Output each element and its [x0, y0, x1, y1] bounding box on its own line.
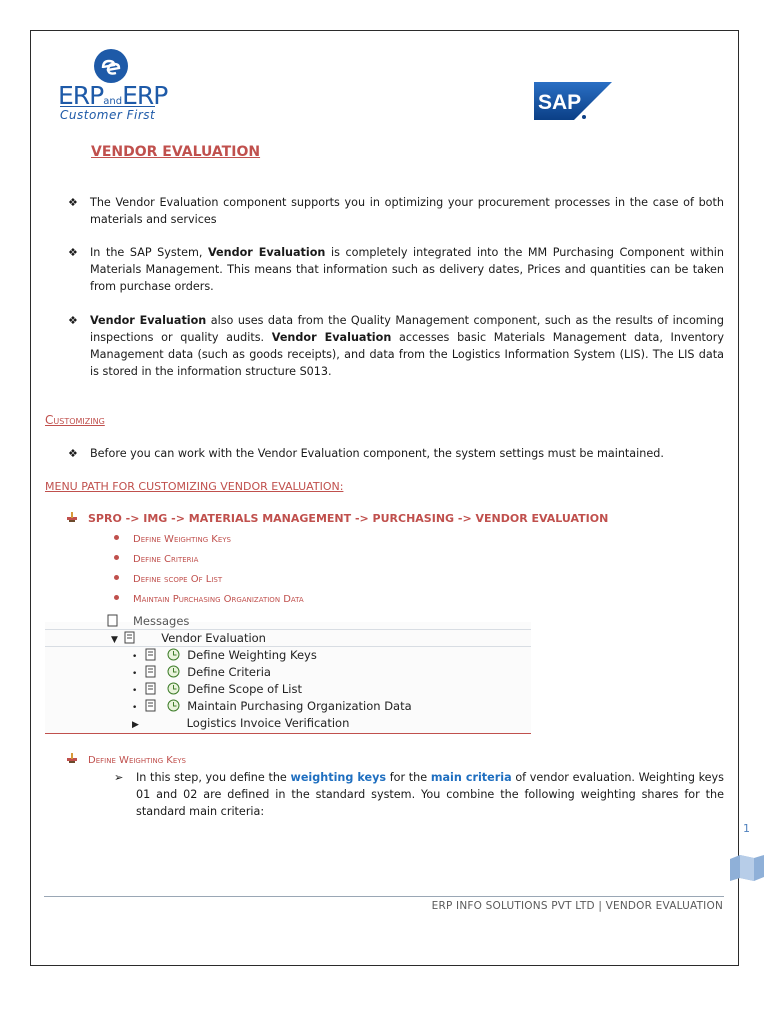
pushpin-bullet-icon: [66, 511, 78, 523]
img-tree-screenshot: [45, 614, 531, 734]
execute-clock-icon[interactable]: [167, 665, 180, 678]
document-icon: [145, 699, 157, 712]
document-icon: [145, 682, 157, 695]
step-text: In this step, you define the weighting keys for the main criteria of vendor evaluation. Weighting keys 01 and 02 are defined in the standard system. You combine the following weighting shares for the standard main criteria:: [136, 771, 724, 818]
sap-logo: [534, 82, 612, 120]
list-item: Define scope Of List: [114, 570, 304, 590]
tree-node-maintain-purchasing-org-data[interactable]: • Maintain Purchasing Organization Data: [132, 699, 412, 713]
logo-tagline: Customer First: [60, 108, 156, 122]
arrow-bullet-icon: ➢: [114, 771, 124, 784]
list-item: Define Weighting Keys: [114, 530, 304, 550]
bullet-item: [68, 194, 724, 228]
page-border: [30, 30, 739, 966]
document-icon: [145, 665, 157, 678]
list-item: Maintain Purchasing Organization Data: [114, 590, 304, 610]
bullet-item: [68, 445, 724, 462]
execute-clock-icon[interactable]: [167, 648, 180, 661]
tree-node-logistics-invoice-verification[interactable]: ▶ Logistics Invoice Verification: [132, 716, 350, 730]
page-tab-shape-icon: [730, 855, 764, 881]
tree-node-define-criteria[interactable]: • Define Criteria: [132, 665, 271, 679]
sap-logo-text: SAP: [538, 91, 582, 114]
bullet-dot-icon: [114, 575, 119, 580]
page-number: 1: [743, 822, 750, 835]
menu-path-heading: MENU PATH FOR CUSTOMIZING VENDOR EVALUATION:: [45, 480, 344, 493]
erp-logo: [58, 45, 173, 123]
bullet-text: Vendor Evaluation also uses data from the Quality Management component, such as the results of incoming inspections or quality audits. Vendor Evaluation accesses basic Materials Management data, Inventory Management data (such as goods receipts), and data from the Logistics Information System (LIS). The LIS data is stored in the information structure S013.: [90, 314, 724, 378]
footer-divider: [44, 896, 724, 897]
bullet-text: The Vendor Evaluation component supports you in optimizing your procurement processes in the case of both materials and services: [90, 196, 724, 226]
weighting-keys-step: [114, 769, 724, 820]
menu-path-items: [114, 530, 304, 610]
expand-triangle-icon[interactable]: ▶: [132, 720, 139, 730]
diamond-bullet-icon: ❖: [68, 246, 78, 259]
diamond-bullet-icon: ❖: [68, 196, 78, 209]
page-title: VENDOR EVALUATION: [91, 144, 261, 160]
bullet-item: [68, 244, 724, 295]
bullet-dot-icon: [114, 535, 119, 540]
bullet-dot-icon: [114, 595, 119, 600]
execute-clock-icon[interactable]: [167, 682, 180, 695]
bullet-text: In the SAP System, Vendor Evaluation is completely integrated into the MM Purchasing Component within Materials Management. This means that information such as delivery dates, Prices and quantities can be taken from purchase orders.: [90, 246, 724, 293]
document-icon: [145, 648, 157, 661]
diamond-bullet-icon: ❖: [68, 447, 78, 460]
list-item: Define Criteria: [114, 550, 304, 570]
bullet-item: [68, 312, 724, 380]
expand-triangle-icon[interactable]: ▼: [111, 635, 118, 645]
page-footer: ERP INFO SOLUTIONS PVT LTD | VENDOR EVALUATION: [431, 900, 723, 912]
bullet-dot-icon: [114, 555, 119, 560]
pushpin-bullet-icon: [66, 752, 78, 764]
tree-node-define-weighting-keys[interactable]: • Define Weighting Keys: [132, 648, 317, 662]
ee-logo-icon: [94, 49, 128, 83]
document-icon: [124, 631, 136, 644]
tree-node-partial: Messages: [123, 613, 189, 630]
document-icon: [107, 614, 119, 627]
execute-clock-icon[interactable]: [167, 699, 180, 712]
customizing-heading: Customizing: [45, 413, 105, 427]
menu-path: SPRO -> IMG -> MATERIALS MANAGEMENT -> PURCHASING -> VENDOR EVALUATION: [66, 511, 608, 525]
bullet-text: Before you can work with the Vendor Evaluation component, the system settings must be maintained.: [90, 447, 664, 460]
tree-node-define-scope-of-list[interactable]: • Define Scope of List: [132, 682, 303, 696]
diamond-bullet-icon: ❖: [68, 314, 78, 327]
logo-wordmark: ERPandERP: [58, 81, 168, 110]
define-weighting-keys-heading: Define Weighting Keys: [66, 752, 186, 766]
tree-node-vendor-evaluation[interactable]: ▼ Vendor Evaluation: [111, 631, 266, 645]
